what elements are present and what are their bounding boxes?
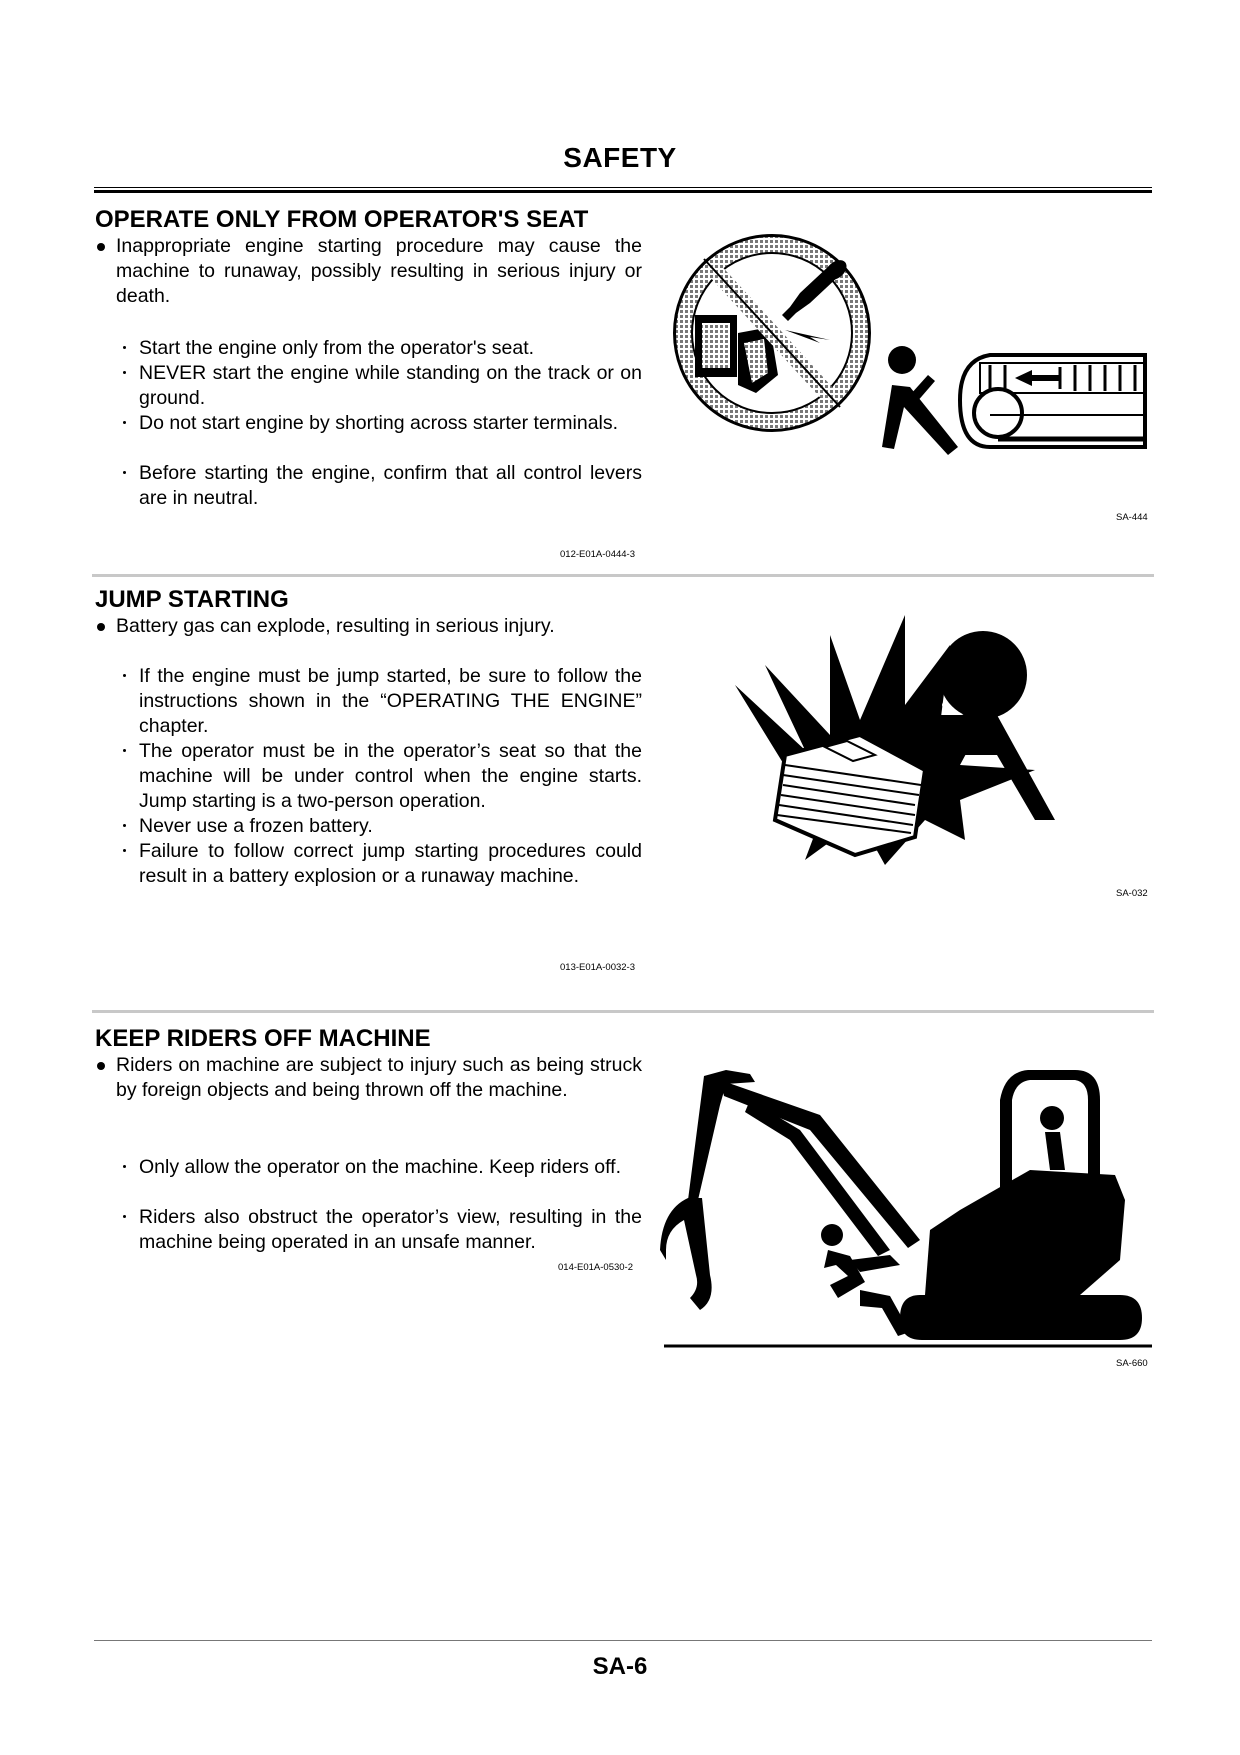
bullet-icon: [123, 471, 126, 474]
list-item: [118, 361, 642, 411]
list-item-text: Start the engine only from the operator's seat.: [139, 337, 535, 359]
list-item: [118, 664, 642, 739]
battery-explosion-illustration: [735, 605, 1065, 870]
list-item: [118, 1205, 642, 1255]
header-rule-thick: [94, 190, 1152, 193]
section-code: 014-E01A-0530-2: [558, 1262, 633, 1273]
list-item-text: If the engine must be jump started, be sure to follow the instructions shown in the “OPERATING THE ENGINE” chapter.: [139, 665, 642, 737]
bullet-icon: [123, 749, 126, 752]
list-item: [118, 814, 642, 839]
no-starter-shorting-illustration: [660, 215, 1155, 490]
list-item-text: NEVER start the engine while standing on the track or on ground.: [139, 362, 642, 409]
bullet-icon: [123, 1165, 126, 1168]
list-item-text: Before starting the engine, confirm that all control levers are in neutral.: [139, 462, 642, 509]
list-item-text: Riders also obstruct the operator’s view, resulting in the machine being operated in an unsafe manner.: [139, 1206, 642, 1253]
list-item: [118, 839, 642, 889]
bullet-icon: [123, 674, 126, 677]
figure-code: SA-032: [1116, 888, 1148, 899]
intro-text: Riders on machine are subject to injury such as being struck by foreign objects and being thrown off the machine.: [116, 1054, 642, 1101]
bullet-icon: [123, 1215, 126, 1218]
bullet-icon: [123, 371, 126, 374]
figure-code: SA-660: [1116, 1358, 1148, 1369]
section-code: 012-E01A-0444-3: [560, 549, 635, 560]
list-item-text: Do not start engine by shorting across starter terminals.: [139, 412, 619, 434]
section-intro-operator-seat: [95, 234, 642, 309]
footer-rule: [94, 1640, 1152, 1641]
section-intro-keep-riders-off: [95, 1053, 642, 1103]
section-heading-operator-seat: OPERATE ONLY FROM OPERATOR'S SEAT: [95, 206, 589, 233]
section-intro-jump-starting: [95, 614, 642, 639]
page-number: SA-6: [592, 1653, 648, 1680]
bullet-icon: [123, 346, 126, 349]
bullet-icon: [123, 824, 126, 827]
list-item: [118, 461, 642, 511]
section-separator: [92, 574, 1154, 577]
figure-code: SA-444: [1116, 512, 1148, 523]
list-item-text: Failure to follow correct jump starting procedures could result in a battery explosion or a runaway machine.: [139, 840, 642, 887]
list-item-text: Never use a frozen battery.: [139, 815, 373, 837]
bullet-dot-icon: [97, 1062, 105, 1070]
list-item: [118, 1155, 642, 1180]
mini-excavator-rider-illustration: [660, 1060, 1155, 1352]
intro-text: Battery gas can explode, resulting in serious injury.: [116, 615, 555, 637]
section-heading-keep-riders-off: KEEP RIDERS OFF MACHINE: [95, 1025, 431, 1052]
bullet-icon: [123, 421, 126, 424]
list-item: [118, 739, 642, 814]
header-rule-thin: [94, 187, 1152, 188]
intro-text: Inappropriate engine starting procedure may cause the machine to runaway, possibly resulting in serious injury or death.: [116, 235, 642, 307]
list-item-text: Only allow the operator on the machine. Keep riders off.: [139, 1156, 621, 1178]
list-item-text: The operator must be in the operator’s seat so that the machine will be under control when the engine starts. Jump starting is a two-person operation.: [139, 740, 642, 812]
section-heading-jump-starting: JUMP STARTING: [95, 586, 289, 613]
page-title: SAFETY: [563, 142, 677, 173]
section-separator: [92, 1010, 1154, 1013]
bullet-icon: [123, 849, 126, 852]
list-item: [118, 336, 642, 361]
bullet-dot-icon: [97, 623, 105, 631]
bullet-dot-icon: [97, 243, 105, 251]
list-item: [118, 411, 642, 436]
section-code: 013-E01A-0032-3: [560, 962, 635, 973]
